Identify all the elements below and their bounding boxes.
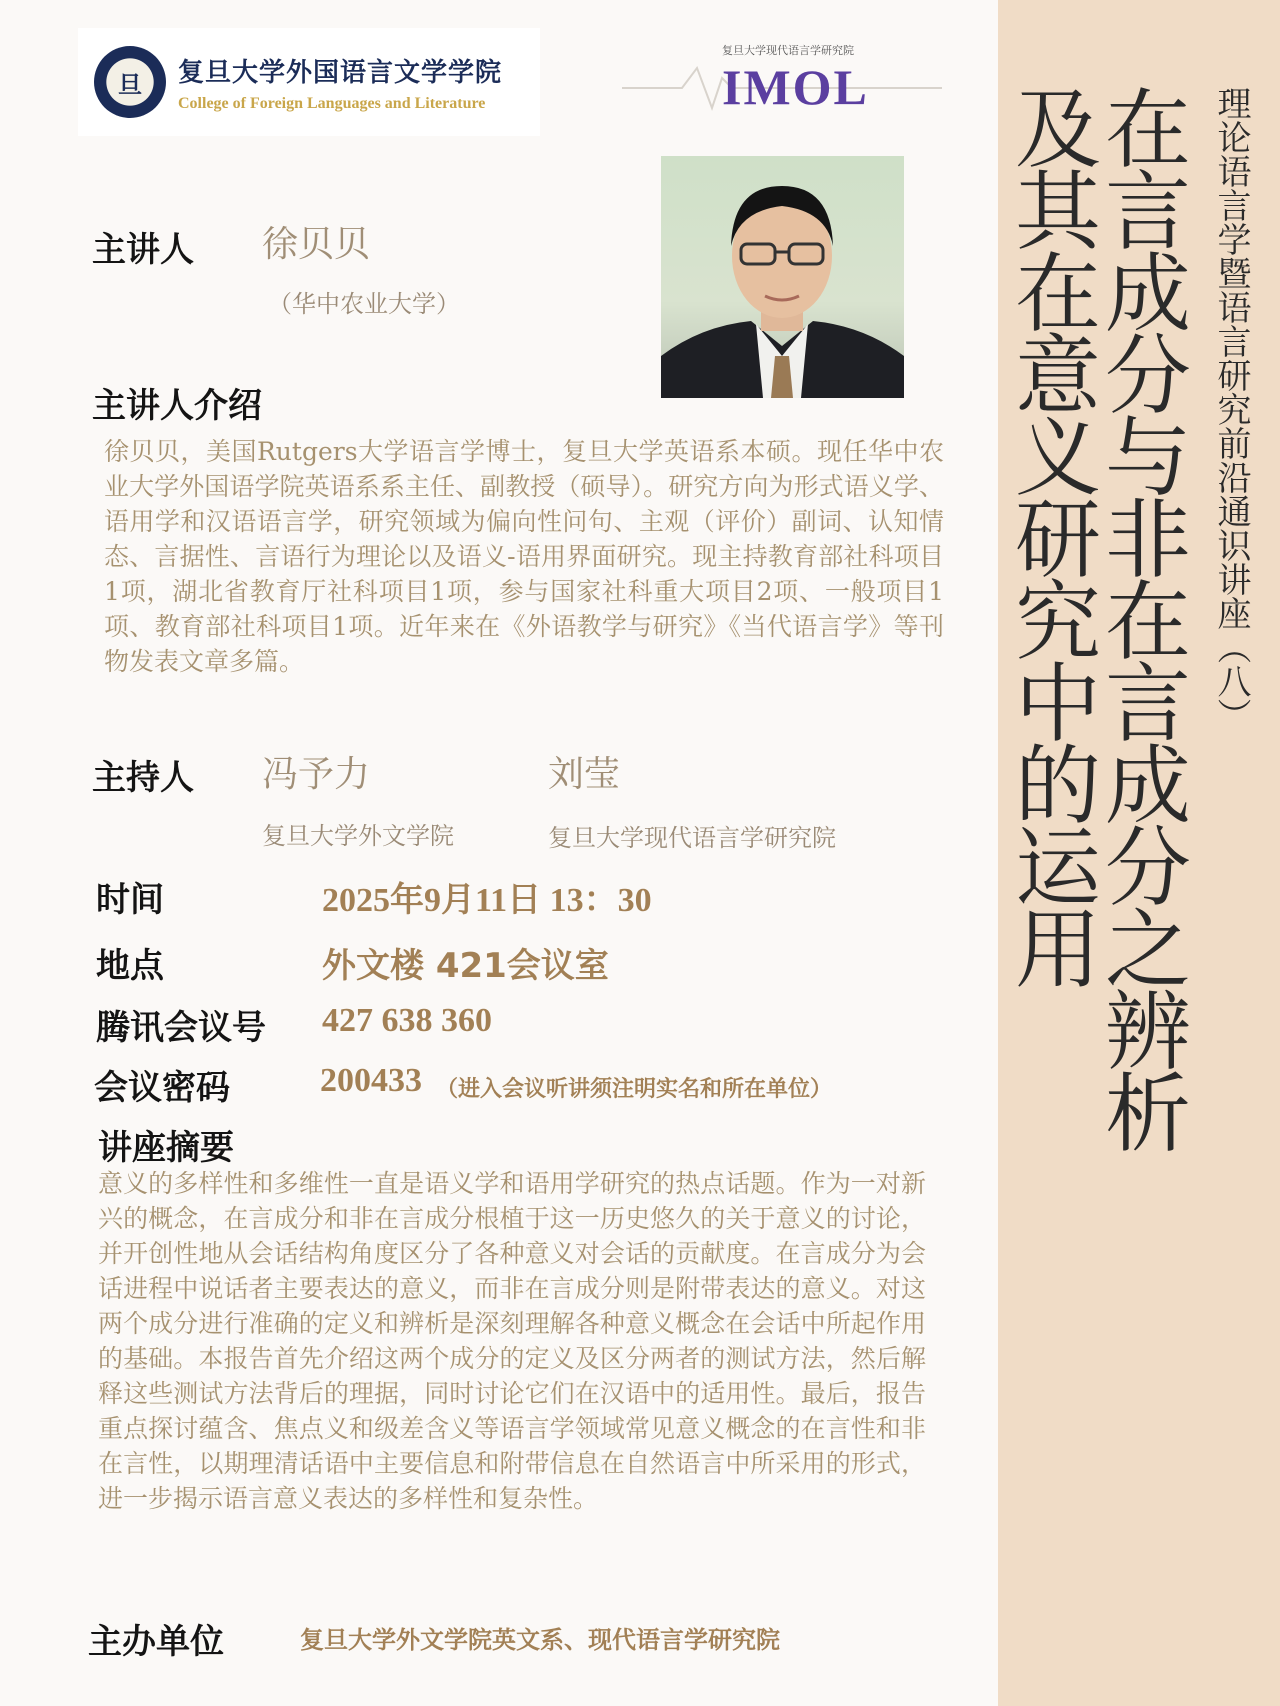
lecture-title-line1: 在言成分与非在言成分之辨析	[1090, 84, 1190, 1150]
host1-name: 冯予力	[262, 754, 371, 795]
speaker-photo	[661, 156, 904, 398]
series-title: 理论语言学暨语言研究前沿通识讲座（八）	[1211, 86, 1251, 732]
organizer-value: 复旦大学外文学院英文系、现代语言学研究院	[300, 1626, 780, 1654]
password-note: （进入会议听讲须注明实名和所在单位）	[436, 1077, 833, 1102]
meeting-id-value: 427 638 360	[322, 1002, 492, 1039]
host2-affiliation: 复旦大学现代语言学研究院	[548, 824, 836, 852]
imol-subtitle: 复旦大学现代语言学研究院	[722, 44, 854, 57]
imol-wordmark: IMOL	[722, 59, 869, 115]
host2-name: 刘莹	[548, 754, 621, 795]
password-label: 会议密码	[94, 1068, 230, 1108]
host-label: 主持人	[92, 758, 194, 798]
meeting-id-label: 腾讯会议号	[96, 1008, 266, 1048]
host1-affiliation: 复旦大学外文学院	[262, 822, 454, 850]
time-label: 时间	[96, 880, 164, 920]
fudan-emblem-icon: 旦	[94, 46, 166, 118]
organizer-label: 主办单位	[88, 1622, 224, 1662]
place-value: 外文楼 421会议室	[322, 946, 609, 986]
time-value: 2025年9月11日 13：30	[322, 882, 652, 919]
college-name-en: College of Foreign Languages and Literature	[178, 94, 486, 112]
speaker-label: 主讲人	[92, 230, 194, 270]
place-label: 地点	[96, 946, 164, 986]
college-name-cn: 复旦大学外国语言文学学院	[178, 57, 503, 88]
lecture-title-line2: 及其在意义研究中的运用	[1000, 84, 1100, 986]
speaker-intro-label: 主讲人介绍	[92, 386, 262, 426]
abstract-label: 讲座摘要	[98, 1128, 234, 1168]
password-value: 200433	[320, 1062, 422, 1099]
speaker-intro-text: 徐贝贝，美国Rutgers大学语言学博士，复旦大学英语系本硕。现任华中农业大学外国语学院英语系系主任、副教授（硕导）。研究方向为形式语义学、语用学和汉语语言学，研究领域为偏向性问句、主观（评价）副词、认知情态、言据性、言语行为理论以及语义-语用界面研究。现主持教育部社科项目1项，湖北省教育厅社科项目1项，参与国家社科重大项目2项、一般项目1项、教育部社科项目1项。近年来在《外语教学与研究》《当代语言学》等刊物发表文章多篇。	[104, 437, 944, 676]
abstract-text: 意义的多样性和多维性一直是语义学和语用学研究的热点话题。作为一对新兴的概念，在言成分和非在言成分根植于这一历史悠久的关于意义的讨论，并开创性地从会话结构角度区分了各种意义对会话的贡献度。在言成分为会话进程中说话者主要表达的意义，而非在言成分则是附带表达的意义。对这两个成分进行准确的定义和辨析是深刻理解各种意义概念在会话中所起作用的基础。本报告首先介绍这两个成分的定义及区分两者的测试方法，然后解释这些测试方法背后的理据，同时讨论它们在汉语中的适用性。最后，报告重点探讨蕴含、焦点义和级差含义等语言学领域常见意义概念的在言性和非在言性，以期理清话语中主要信息和附带信息在自然语言中所采用的形式，进一步揭示语言意义表达的多样性和复杂性。	[98, 1169, 926, 1513]
imol-logo	[622, 28, 942, 136]
college-logo	[78, 28, 540, 136]
speaker-affiliation: （华中农业大学）	[268, 290, 460, 318]
speaker-name: 徐贝贝	[262, 224, 371, 265]
